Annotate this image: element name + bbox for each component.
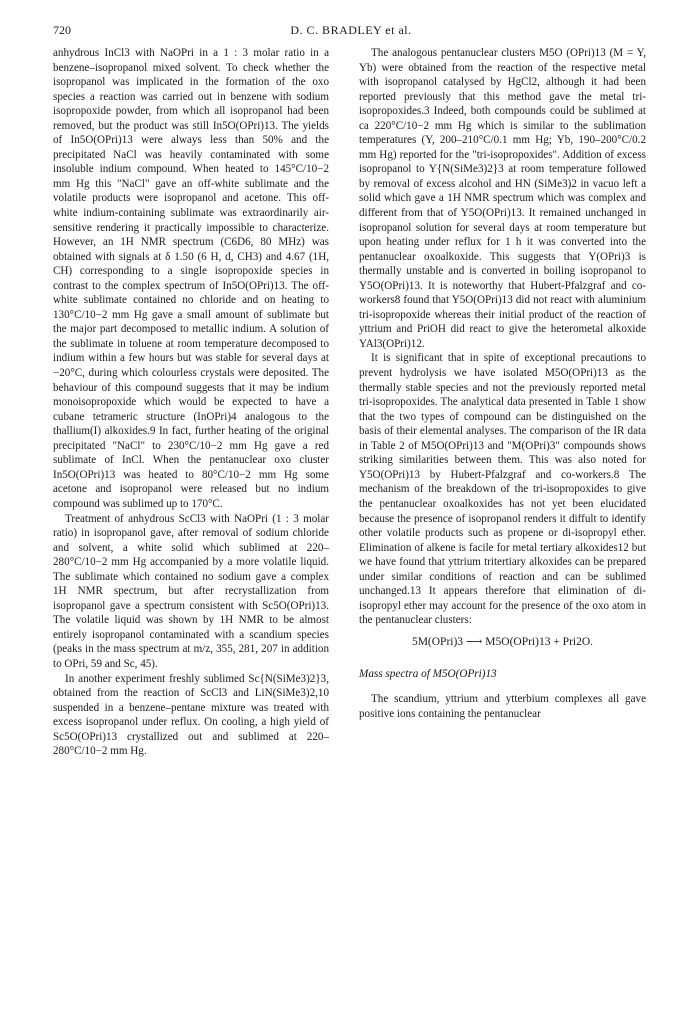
- reaction-equation: 5M(OPri)3 ⟶ M5O(OPri)13 + Pri2O.: [411, 635, 594, 648]
- paragraph: It is significant that in spite of exceptional precautions to prevent hydrolysis we have isolated M5O(OPri)13 as the thermally stable species and not the previously reported metal tri-isopropoxides. The analytical data presented in Table 1 show that the two types of compound can be distinguished on the basis of their elemental analyses. The comparison of the IR data in Table 2 of M5O(OPri)13 and "M(OPri)3" compounds shows striking similarities between them. This was also noted for Y5O(OPri)13 by Hubert-Pfalzgraf and co-workers.8 The mechanism of the breakdown of the tri-isopropoxides to give the pentanuclear oxoalkoxides has not yet been elucidated because the presence of isopropanol renders it diffult to identify other volatile products such as propene or di-isopropyl ether. Elimination of alkene is facile for metal tertiary alkoxides12 but we have found that yttrium tritertiary alkoxides can be prepared under similar conditions of reaction and can be sublimed unchanged.13 It appears therefore that elimination of di-isopropyl ether may account for the presence of the oxo atom in the pentanuclear clusters:: [359, 352, 646, 627]
- paragraph: The analogous pentanuclear clusters M5O (OPri)13 (M = Y, Yb) were obtained from the reaction of the respective metal with isopropanol catalysed by HgCl2, although it had been reported previously that this method gave the metal tri-isopropoxides.3 Indeed, both compounds could be sublimed at ca 220°C/10−2 mm Hg which is similar to the sublimation temperatures (Y, 200–210°C/0.1 mm Hg; Yb, 190–200°C/0.2 mm Hg) reported for the "tri-isopropoxides". Addition of excess isopropanol to Y{N(SiMe3)2}3 at room temperature followed by removal of excess alcohol and HN (SiMe3)2 in vacuo left a solid which gave a 1H NMR spectrum which was complex and different from that of Y5O(OPri)13. It remained unchanged in isopropanol solution for several days at room temperature but upon heating under reflux for 1 h it was converted into the pentanuclear oxoalkoxide. This suggests that Y(OPri)3 is thermally unstable and is converted in boiling isopropanol to Y5O(OPri)13. It is noteworthy that Hubert-Pfalzgraf and co-workers8 found that Y5O(OPri)13 did not react with aluminium tri-isopropoxide whereas their initial product of the reaction of yttrium and PriOH did react to give the heterometal alkoxide YAl3(OPri)12.: [359, 47, 646, 350]
- running-title: D. C. BRADLEY et al.: [290, 23, 412, 37]
- paragraph: In another experiment freshly sublimed Sc{N(SiMe3)2}3, obtained from the reaction of ScCl3 and LiN(SiMe3)2,10 suspended in a benzene–pentane mixture was treated with excess isopropanol under reflux. On cooling, a high yield of Sc5O(OPri)13 crystallized out and sublimed at 220–280°C/10−2 mm Hg.: [53, 672, 329, 758]
- page-header: [53, 22, 649, 38]
- paragraph: anhydrous InCl3 with NaOPri in a 1 : 3 molar ratio in a benzene–isopropanol mixed solvent. To check whether the isopropanol was implicated in the formation of the oxo species a reaction was carried out in benzene with sodium isopropoxide powder, from which all isopropanol had been removed, but the product was still In5O(OPri)13. The yields of In5O(OPri)13 were always less than 50% and the precipitated NaCl was heavily contaminated with some insoluble indium compound. When heated to 145°C/10−2 mm Hg this "NaCl" gave an off-white sublimate and the volatile products were isopropanol and acetone. This off-white indium-containing sublimate was extraordinarily air-sensitive rendering it practically impossible to characterize. However, an 1H NMR spectrum (C6D6, 80 MHz) was obtained with signals at δ 1.50 (6 H, d, CH3) and 4.67 (1H, CH) corresponding to a single isopropoxide species in contrast to the complex spectrum of In5O(OPri)13. The off-white sublimate contained no chloride and on heating to 130°C/10−2 mm Hg gave a small amount of sublimate but the major part decomposed to metallic indium. A solution of the sublimate in toluene at room temperature decomposed to indium within a few hours but was stable for several days at −20°C, during which colourless crystals were deposited. The behaviour of this compound suggests that it may be indium monoisopropoxide which would be expected to have a cubane tetrameric structure (InOPri)4 analogous to the thallium(I) alkoxides.9 In fact, further heating of the original precipitated "NaCl" to 230°C/10−2 mm Hg gave a red sublimate of InCl. When the pentanuclear oxo cluster In5O(OPri)13 was heated to 80°C/10−2 mm Hg some acetone and isopropanol were released but no indium compound was sublimed up to 170°C.: [53, 47, 329, 510]
- right-column: [359, 46, 646, 721]
- left-column: [53, 46, 329, 759]
- section-heading: Mass spectra of M5O(OPri)13: [359, 668, 497, 681]
- paragraph: The scandium, yttrium and ytterbium complexes all gave positive ions containing the pentanuclear: [359, 692, 646, 720]
- paragraph: Treatment of anhydrous ScCl3 with NaOPri (1 : 3 molar ratio) in isopropanol gave, after removal of sodium chloride and solvent, a white solid which sublimed at 220–280°C/10−2 mm Hg accompanied by a more volatile liquid. The sublimate which contained no sodium gave a complex 1H NMR spectrum, but after recrystallization from isopropanol gave a spectrum consistent with Sc5O(OPri)13. The volatile liquid was shown by 1H NMR to be almost entirely isopropanol contaminated with a scandium species (peaks in the mass spectrum at m/z, 355, 281, 207 in addition to OPri, 59 and Sc, 45).: [53, 512, 329, 670]
- page-number: 720: [53, 23, 71, 37]
